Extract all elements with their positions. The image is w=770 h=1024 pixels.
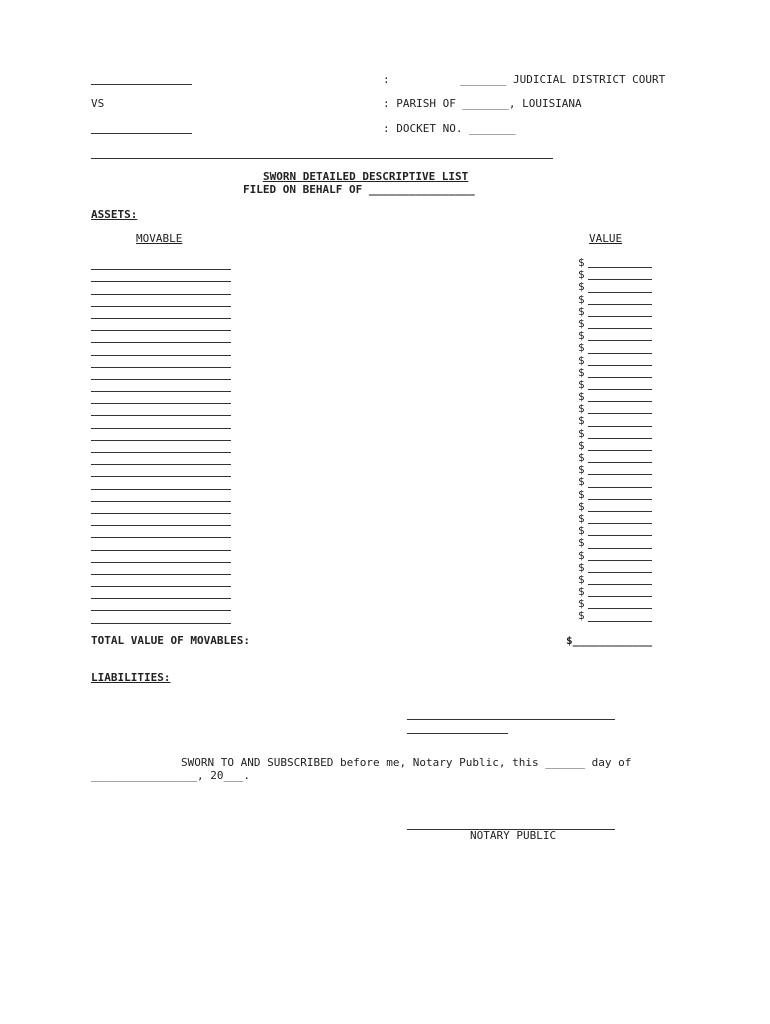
currency-symbol: $ <box>578 329 585 343</box>
movable-header: MOVABLE <box>136 232 183 245</box>
value-item-line[interactable] <box>578 489 652 501</box>
value-blank[interactable] <box>588 389 652 390</box>
liabilities-label: LIABILITIES: <box>91 671 171 684</box>
filed-on-behalf: FILED ON BEHALF OF ________________ <box>243 183 475 196</box>
value-blank[interactable] <box>588 535 652 536</box>
value-blank[interactable] <box>588 584 652 585</box>
movable-item-line[interactable] <box>91 502 231 514</box>
currency-symbol: $ <box>578 536 585 550</box>
plaintiff-blank-line[interactable] <box>91 84 192 85</box>
currency-symbol: $ <box>578 524 585 538</box>
docket-number: : DOCKET NO. _______ <box>383 122 516 135</box>
currency-symbol: $ <box>578 560 585 574</box>
value-item-line[interactable] <box>578 586 652 598</box>
currency-symbol: $ <box>578 377 585 391</box>
value-item-line[interactable] <box>578 452 652 464</box>
movable-item-line[interactable] <box>91 258 231 270</box>
currency-symbol: $ <box>578 304 585 318</box>
value-item-line[interactable] <box>578 318 652 330</box>
total-movables-label: TOTAL VALUE OF MOVABLES: <box>91 634 250 647</box>
value-item-line[interactable] <box>578 367 652 379</box>
currency-symbol: $ <box>578 316 585 330</box>
defendant-blank-line[interactable] <box>91 133 192 134</box>
currency-symbol: $ <box>578 572 585 586</box>
movable-item-line[interactable] <box>91 319 231 331</box>
value-item-line[interactable] <box>578 355 652 367</box>
value-blank[interactable] <box>588 487 652 488</box>
document-title: SWORN DETAILED DESCRIPTIVE LIST <box>263 170 469 183</box>
value-blank[interactable] <box>588 499 652 500</box>
currency-symbol: $ <box>578 548 585 562</box>
movable-item-line[interactable] <box>91 404 231 416</box>
movable-item-line[interactable] <box>91 416 231 428</box>
value-item-line[interactable] <box>578 269 652 281</box>
value-item-line[interactable] <box>578 598 652 610</box>
currency-symbol: $ <box>578 511 585 525</box>
affiant-secondary-line[interactable] <box>407 733 508 734</box>
value-blank[interactable] <box>588 608 652 609</box>
movable-item-line[interactable] <box>91 538 231 550</box>
value-blank[interactable] <box>588 413 652 414</box>
assets-label: ASSETS: <box>91 208 138 221</box>
value-item-line[interactable] <box>578 440 652 452</box>
currency-symbol: $ <box>578 463 585 477</box>
parish-line: : PARISH OF _______, LOUISIANA <box>383 97 582 110</box>
caption-colon: : <box>383 73 390 86</box>
currency-symbol: $ <box>578 438 585 452</box>
value-blank[interactable] <box>588 511 652 512</box>
currency-symbol: $ <box>578 268 585 282</box>
value-item-line[interactable] <box>578 428 652 440</box>
movable-item-line[interactable] <box>91 599 231 611</box>
value-blank[interactable] <box>588 596 652 597</box>
currency-symbol: $ <box>578 597 585 611</box>
movable-item-line[interactable] <box>91 551 231 563</box>
value-blank[interactable] <box>588 316 652 317</box>
movable-item-line[interactable] <box>91 282 231 294</box>
value-blank[interactable] <box>588 292 652 293</box>
value-list <box>578 257 652 623</box>
currency-symbol: $ <box>578 280 585 294</box>
notary-public-label: NOTARY PUBLIC <box>470 829 557 842</box>
value-item-line[interactable] <box>578 403 652 415</box>
value-blank[interactable] <box>588 340 652 341</box>
currency-symbol: $ <box>578 585 585 599</box>
currency-symbol: $ <box>578 451 585 464</box>
movable-item-line[interactable] <box>91 307 231 319</box>
movable-item-line[interactable] <box>91 356 231 368</box>
value-blank[interactable] <box>588 279 652 280</box>
value-item-line[interactable] <box>578 574 652 586</box>
movable-item-line[interactable] <box>91 380 231 392</box>
value-blank[interactable] <box>588 450 652 451</box>
value-item-line[interactable] <box>578 550 652 562</box>
currency-symbol: $ <box>578 475 585 489</box>
value-blank[interactable] <box>588 621 652 622</box>
value-blank[interactable] <box>588 328 652 329</box>
affiant-signature-line[interactable] <box>407 719 615 720</box>
value-item-line[interactable] <box>578 501 652 513</box>
value-item-line[interactable] <box>578 476 652 488</box>
currency-symbol: $ <box>578 390 585 404</box>
value-blank[interactable] <box>588 438 652 439</box>
currency-symbol: $ <box>578 341 585 355</box>
value-item-line[interactable] <box>578 281 652 293</box>
sworn-statement: SWORN TO AND SUBSCRIBED before me, Notary Public, this ______ day of <box>181 756 632 769</box>
movable-item-line[interactable] <box>91 429 231 441</box>
value-blank[interactable] <box>588 523 652 524</box>
value-item-line[interactable] <box>578 257 652 269</box>
currency-symbol: $ <box>578 365 585 379</box>
value-blank[interactable] <box>588 572 652 573</box>
value-item-line[interactable] <box>578 379 652 391</box>
value-item-line[interactable] <box>578 306 652 318</box>
movable-item-line[interactable] <box>91 526 231 538</box>
currency-symbol: $ <box>578 353 585 367</box>
movable-item-line[interactable] <box>91 563 231 575</box>
movable-item-line[interactable] <box>91 490 231 502</box>
movable-item-line[interactable] <box>91 368 231 380</box>
value-item-line[interactable] <box>578 525 652 537</box>
caption-divider <box>91 158 553 159</box>
currency-symbol: $ <box>578 487 585 501</box>
value-item-line[interactable] <box>578 562 652 574</box>
movable-item-line[interactable] <box>91 331 231 343</box>
currency-symbol: $ <box>578 426 585 440</box>
value-blank[interactable] <box>588 377 652 378</box>
movable-item-line[interactable] <box>91 441 231 453</box>
value-blank[interactable] <box>588 304 652 305</box>
movable-item-line[interactable] <box>91 514 231 526</box>
movable-list <box>91 258 231 624</box>
currency-symbol: $ <box>578 256 585 269</box>
movable-item-line[interactable] <box>91 295 231 307</box>
value-header: VALUE <box>589 232 623 245</box>
movable-item-line[interactable] <box>91 575 231 587</box>
movable-item-line[interactable] <box>91 453 231 465</box>
court-name: _______ JUDICIAL DISTRICT COURT <box>460 73 666 86</box>
value-item-line[interactable] <box>578 294 652 306</box>
value-item-line[interactable] <box>578 330 652 342</box>
versus-label: VS <box>91 97 105 110</box>
value-blank[interactable] <box>588 462 652 463</box>
value-blank[interactable] <box>588 401 652 402</box>
movable-item-line[interactable] <box>91 477 231 489</box>
value-item-line[interactable] <box>578 513 652 525</box>
value-item-line[interactable] <box>578 391 652 403</box>
movable-item-line[interactable] <box>91 343 231 355</box>
value-item-line[interactable] <box>578 610 652 622</box>
movable-item-line[interactable] <box>91 465 231 477</box>
movable-item-line[interactable] <box>91 392 231 404</box>
value-item-line[interactable] <box>578 415 652 427</box>
value-blank[interactable] <box>588 365 652 366</box>
value-item-line[interactable] <box>578 342 652 354</box>
movable-item-line[interactable] <box>91 587 231 599</box>
value-blank[interactable] <box>588 353 652 354</box>
value-item-line[interactable] <box>578 537 652 549</box>
value-blank[interactable] <box>588 474 652 475</box>
value-blank[interactable] <box>588 548 652 549</box>
value-item-line[interactable] <box>578 464 652 476</box>
currency-symbol: $ <box>578 414 585 428</box>
movable-item-line[interactable] <box>91 611 231 623</box>
currency-symbol: $ <box>578 609 585 623</box>
currency-symbol: $ <box>578 402 585 416</box>
value-blank[interactable] <box>588 560 652 561</box>
currency-symbol: $ <box>578 499 585 513</box>
sworn-date-line: ________________, 20___. <box>91 769 250 782</box>
currency-symbol: $ <box>578 292 585 306</box>
value-blank[interactable] <box>588 426 652 427</box>
total-movables-value[interactable]: $____________ <box>566 634 653 647</box>
movable-item-line[interactable] <box>91 270 231 282</box>
value-blank[interactable] <box>588 267 652 268</box>
